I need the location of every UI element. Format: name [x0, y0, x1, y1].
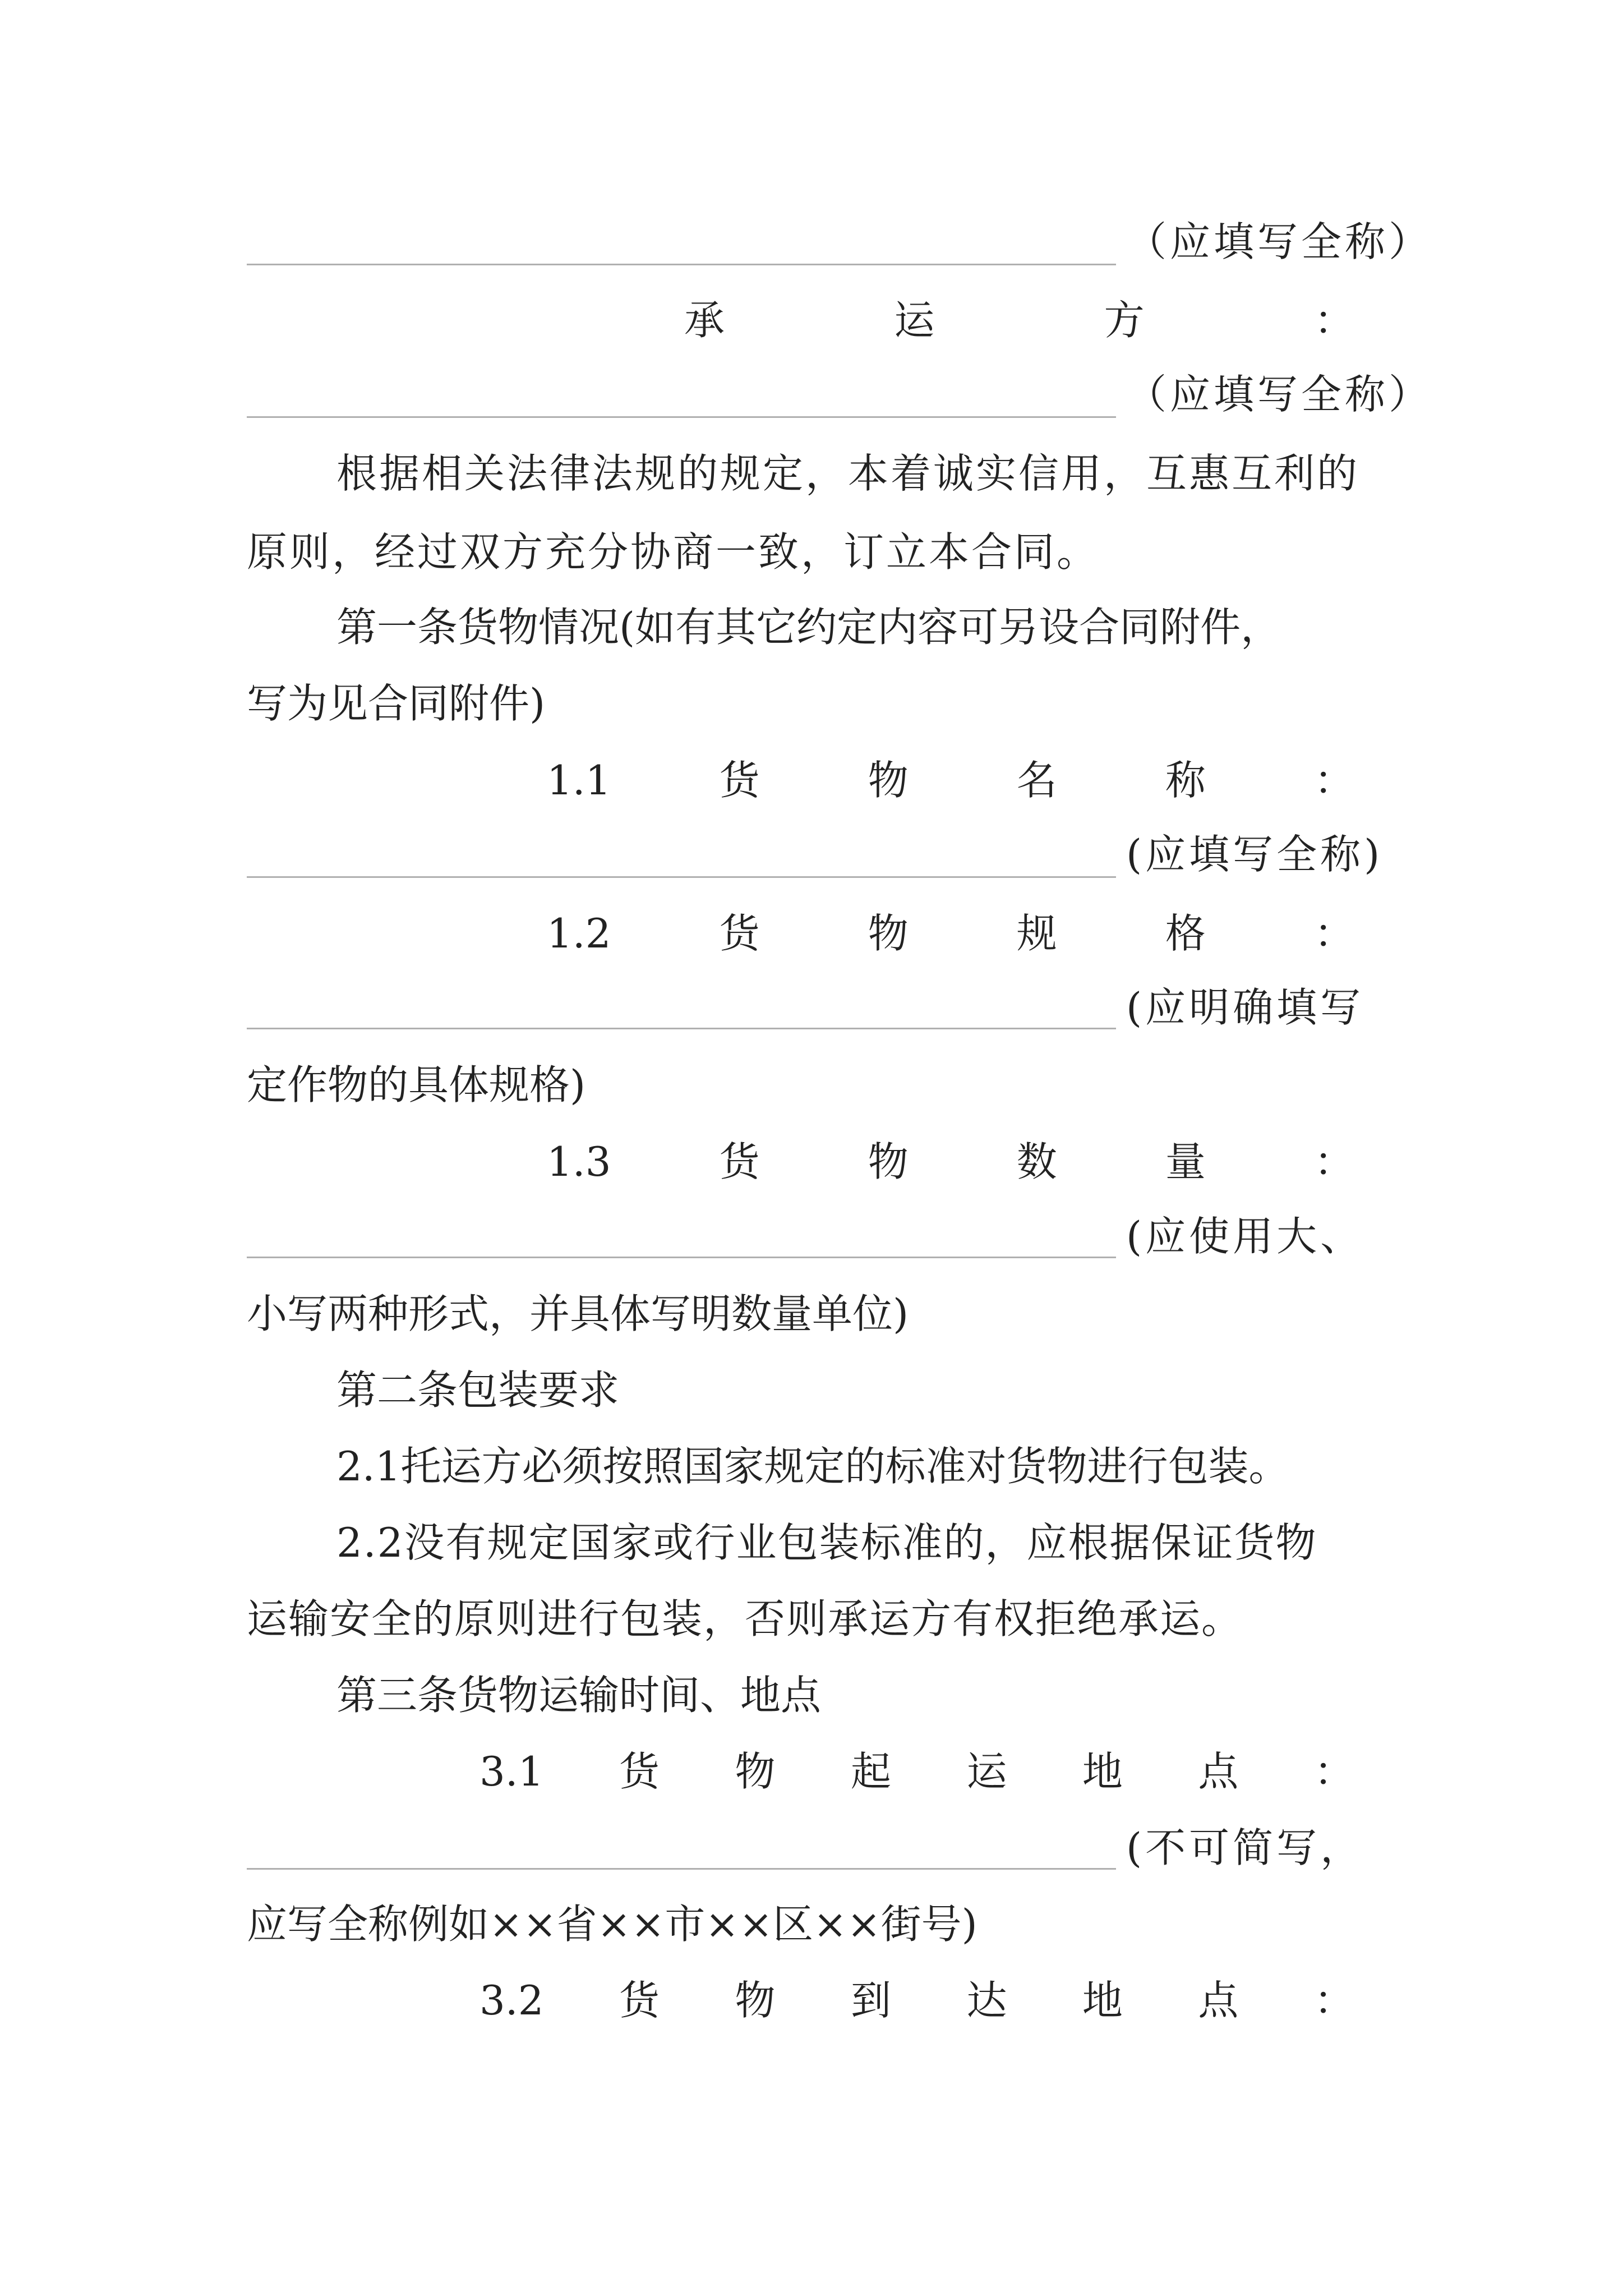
- hint-full-name-1: （应填写全称）: [1126, 218, 1433, 265]
- item-3-1-label: [479, 1748, 1354, 1795]
- item-number: 1.1: [547, 757, 611, 804]
- item-3-1-hint: (不可简写，: [1126, 1824, 1364, 1871]
- label-char: ：: [1313, 1748, 1354, 1795]
- item-1-1-label: [547, 757, 1354, 804]
- item-number: 1.2: [547, 910, 611, 957]
- carrier-label-char: 运: [894, 297, 935, 344]
- label-char: ：: [1313, 910, 1354, 957]
- item-1-3-hint-cont: 小写两种形式，并具体写明数量单位): [247, 1290, 909, 1337]
- label-char: 物: [868, 910, 909, 957]
- label-char: 货: [719, 910, 760, 957]
- hint-full-name-2: （应填写全称）: [1126, 371, 1433, 418]
- blank-line-goods-name: [247, 876, 1116, 878]
- carrier-label-char: 方: [1104, 297, 1145, 344]
- item-1-2-label: [547, 910, 1354, 957]
- carrier-label: [684, 297, 1354, 344]
- label-char: 到: [850, 1977, 891, 2024]
- label-char: 起: [850, 1748, 891, 1795]
- label-char: 点: [1198, 1977, 1239, 2024]
- carrier-label-char: 承: [684, 297, 725, 344]
- label-char: 货: [719, 757, 760, 804]
- label-char: 物: [868, 757, 909, 804]
- blank-line-goods-spec: [247, 1028, 1116, 1029]
- label-char: 量: [1165, 1138, 1206, 1185]
- article1-heading-line-2: 写为见合同附件): [247, 680, 546, 727]
- blank-line-goods-quantity: [247, 1257, 1116, 1258]
- article3-heading: 第三条货物运输时间、地点: [336, 1672, 822, 1719]
- article2-p2-2-line-1: 2.2没有规定国家或行业包装标准的，应根据保证货物: [336, 1519, 1317, 1566]
- blank-line-shipper: [247, 264, 1116, 265]
- label-char: ：: [1313, 1138, 1354, 1185]
- item-1-2-hint: (应明确填写: [1126, 984, 1364, 1031]
- label-char: 格: [1165, 910, 1206, 957]
- label-char: 物: [735, 1748, 776, 1795]
- item-3-2-label: [479, 1977, 1354, 2024]
- item-3-1-hint-cont: 应写全称例如××省××市××区××街号): [247, 1901, 978, 1948]
- label-char: 称: [1165, 757, 1206, 804]
- item-number: 3.1: [479, 1748, 544, 1795]
- label-char: 物: [868, 1138, 909, 1185]
- item-1-2-hint-cont: 定作物的具体规格): [247, 1061, 586, 1108]
- label-char: 货: [619, 1748, 660, 1795]
- item-number: 1.3: [547, 1138, 611, 1185]
- article2-p2-2-line-2: 运输安全的原则进行包装，否则承运方有权拒绝承运。: [247, 1595, 1243, 1642]
- article2-heading: 第二条包装要求: [336, 1366, 620, 1414]
- item-number: 3.2: [479, 1977, 544, 2024]
- label-char: 物: [735, 1977, 776, 2024]
- preamble-line-1: 根据相关法律法规的规定，本着诚实信用，互惠互利的: [336, 450, 1360, 497]
- label-char: 地: [1082, 1748, 1123, 1795]
- item-1-3-label: [547, 1138, 1354, 1185]
- label-char: 运: [966, 1748, 1007, 1795]
- label-char: 规: [1016, 910, 1057, 957]
- label-char: ：: [1313, 757, 1354, 804]
- label-char: 数: [1016, 1138, 1057, 1185]
- carrier-label-char: ：: [1313, 297, 1354, 344]
- label-char: 货: [619, 1977, 660, 2024]
- article2-p2-1: 2.1托运方必须按照国家规定的标准对货物进行包装。: [336, 1443, 1289, 1490]
- blank-line-carrier: [247, 416, 1116, 418]
- item-1-3-hint: (应使用大、: [1126, 1213, 1364, 1260]
- label-char: 点: [1198, 1748, 1239, 1795]
- label-char: ：: [1313, 1977, 1354, 2024]
- label-char: 货: [719, 1138, 760, 1185]
- preamble-line-2: 原则，经过双方充分协商一致，订立本合同。: [247, 528, 1100, 576]
- label-char: 名: [1016, 757, 1057, 804]
- blank-line-origin: [247, 1868, 1116, 1870]
- article1-heading-line-1: 第一条货物情况(如有其它约定内容可另设合同附件，: [336, 604, 1281, 651]
- item-1-1-hint: (应填写全称): [1126, 831, 1384, 878]
- label-char: 地: [1082, 1977, 1123, 2024]
- label-char: 达: [966, 1977, 1007, 2024]
